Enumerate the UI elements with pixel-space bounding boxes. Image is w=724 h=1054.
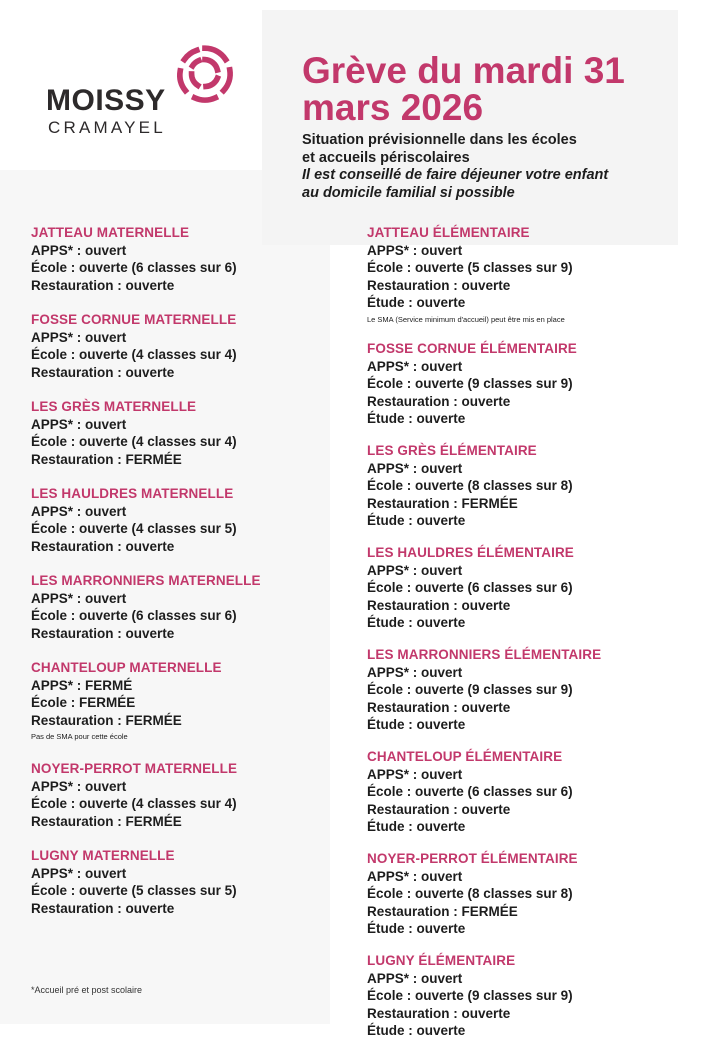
school-name: FOSSE CORNUE ÉLÉMENTAIRE: [367, 341, 577, 356]
school-status-line: École : ouverte (6 classes sur 6): [31, 608, 237, 623]
school-block: [31, 847, 361, 917]
school-status-line: École : ouverte (8 classes sur 8): [367, 478, 573, 493]
school-status-line: Restauration : FERMÉE: [31, 712, 182, 728]
school-status-line: École : ouverte (4 classes sur 4): [31, 434, 237, 449]
school-name: LES GRÈS MATERNELLE: [31, 399, 197, 414]
school-status-line: APPS* : ouvert: [31, 503, 127, 519]
school-status-line: École : FERMÉE: [31, 695, 136, 710]
school-status-line: École : ouverte (5 classes sur 5): [31, 883, 237, 898]
school-status-line: APPS* : ouvert: [367, 970, 463, 986]
school-block: [367, 748, 697, 836]
school-status-line: École : ouverte (9 classes sur 9): [367, 376, 573, 391]
school-status-line: Étude : ouverte: [367, 1023, 466, 1038]
subtitle-line-1: Situation prévisionnelle dans les écoles: [302, 132, 577, 148]
school-block: [31, 311, 361, 381]
school-name: LUGNY MATERNELLE: [31, 848, 175, 863]
school-name: JATTEAU MATERNELLE: [31, 225, 190, 240]
school-status-line: Restauration : ouverte: [31, 364, 175, 380]
school-name: LES HAULDRES ÉLÉMENTAIRE: [367, 545, 574, 560]
school-status-line: APPS* : ouvert: [31, 865, 127, 881]
school-status-line: APPS* : ouvert: [31, 778, 127, 794]
school-block: [31, 398, 361, 468]
school-status-line: APPS* : ouvert: [31, 590, 127, 606]
school-status-line: École : ouverte (4 classes sur 4): [31, 796, 237, 811]
school-status-line: Étude : ouverte: [367, 819, 466, 834]
school-name: LES MARRONNIERS MATERNELLE: [31, 573, 261, 588]
subtitle-line-2: et accueils périscolaires: [302, 149, 470, 166]
school-status-line: École : ouverte (5 classes sur 9): [367, 260, 573, 275]
school-status-line: Étude : ouverte: [367, 921, 466, 936]
school-name: LES MARRONNIERS ÉLÉMENTAIRE: [367, 647, 602, 662]
school-status-line: Restauration : FERMÉE: [31, 813, 182, 829]
school-status-line: APPS* : ouvert: [367, 766, 463, 782]
school-block: [367, 340, 697, 428]
page-title: Grève du mardi 31 mars 2026: [302, 50, 625, 128]
school-status-line: Restauration : ouverte: [367, 597, 511, 613]
school-status-line: Restauration : ouverte: [367, 277, 511, 293]
school-status-line: École : ouverte (6 classes sur 6): [367, 784, 573, 799]
school-status-line: École : ouverte (6 classes sur 6): [31, 260, 237, 275]
school-name: LES HAULDRES MATERNELLE: [31, 486, 234, 501]
school-status-line: Restauration : ouverte: [367, 393, 511, 409]
school-name: NOYER-PERROT ÉLÉMENTAIRE: [367, 851, 578, 866]
logo-word-moissy: MOISSY: [46, 84, 166, 117]
school-note: Le SMA (Service minimum d'accueil) peut être mis en place: [367, 314, 565, 324]
school-status-line: APPS* : ouvert: [367, 242, 463, 258]
school-name: NOYER-PERROT MATERNELLE: [31, 761, 238, 776]
school-status-line: Étude : ouverte: [367, 295, 466, 310]
maternelles-column: [31, 224, 361, 934]
school-status-line: Restauration : ouverte: [367, 699, 511, 715]
school-block: [367, 952, 697, 1040]
school-name: CHANTELOUP MATERNELLE: [31, 660, 222, 675]
school-status-line: APPS* : ouvert: [367, 868, 463, 884]
school-status-line: Restauration : ouverte: [31, 538, 175, 554]
school-name: LES GRÈS ÉLÉMENTAIRE: [367, 443, 537, 458]
school-status-line: École : ouverte (9 classes sur 9): [367, 988, 573, 1003]
school-status-line: Étude : ouverte: [367, 615, 466, 630]
school-block: [367, 442, 697, 530]
advice-line-2: au domicile familial si possible: [302, 184, 515, 201]
logo-swirl-icon: [174, 42, 236, 104]
school-status-line: APPS* : ouvert: [31, 242, 127, 258]
school-status-line: École : ouverte (8 classes sur 8): [367, 886, 573, 901]
school-status-line: APPS* : ouvert: [367, 358, 463, 374]
school-status-line: APPS* : ouvert: [31, 416, 127, 432]
school-status-line: Restauration : FERMÉE: [31, 451, 182, 467]
school-status-line: APPS* : ouvert: [367, 562, 463, 578]
school-block: [367, 646, 697, 734]
school-status-line: Restauration : FERMÉE: [367, 495, 518, 511]
school-status-line: École : ouverte (4 classes sur 4): [31, 347, 237, 362]
school-status-line: Restauration : ouverte: [367, 1005, 511, 1021]
school-status-line: APPS* : FERMÉ: [31, 677, 133, 693]
school-status-line: Étude : ouverte: [367, 411, 466, 426]
school-block: [31, 485, 361, 555]
school-status-line: Restauration : ouverte: [367, 801, 511, 817]
school-block: [367, 224, 697, 326]
advice-line-1: Il est conseillé de faire déjeuner votre enfant: [302, 167, 609, 183]
school-note: Pas de SMA pour cette école: [31, 732, 128, 741]
school-status-line: Restauration : FERMÉE: [367, 903, 518, 919]
school-status-line: École : ouverte (9 classes sur 9): [367, 682, 573, 697]
footnote: *Accueil pré et post scolaire: [31, 985, 143, 995]
school-status-line: Restauration : ouverte: [31, 625, 175, 641]
school-block: [31, 760, 361, 830]
school-status-line: APPS* : ouvert: [31, 329, 127, 345]
logo-word-cramayel: CRAMAYEL: [48, 118, 166, 137]
school-block: [31, 224, 361, 294]
school-status-line: APPS* : ouvert: [367, 664, 463, 680]
school-status-line: Restauration : ouverte: [31, 277, 175, 293]
elementaires-column: [367, 224, 697, 1054]
school-status-line: École : ouverte (4 classes sur 5): [31, 521, 237, 536]
school-status-line: Étude : ouverte: [367, 717, 466, 732]
school-status-line: École : ouverte (6 classes sur 6): [367, 580, 573, 595]
school-block: [31, 659, 361, 743]
school-status-line: Restauration : ouverte: [31, 900, 175, 916]
moissy-cramayel-logo: [46, 42, 246, 142]
school-status-line: APPS* : ouvert: [367, 460, 463, 476]
school-name: FOSSE CORNUE MATERNELLE: [31, 312, 237, 327]
page-subtitle: [302, 132, 672, 202]
school-block: [31, 572, 361, 642]
school-name: LUGNY ÉLÉMENTAIRE: [367, 953, 516, 968]
school-block: [367, 850, 697, 938]
school-block: [367, 544, 697, 632]
school-name: CHANTELOUP ÉLÉMENTAIRE: [367, 749, 563, 764]
school-status-line: Étude : ouverte: [367, 513, 466, 528]
school-name: JATTEAU ÉLÉMENTAIRE: [367, 225, 530, 240]
